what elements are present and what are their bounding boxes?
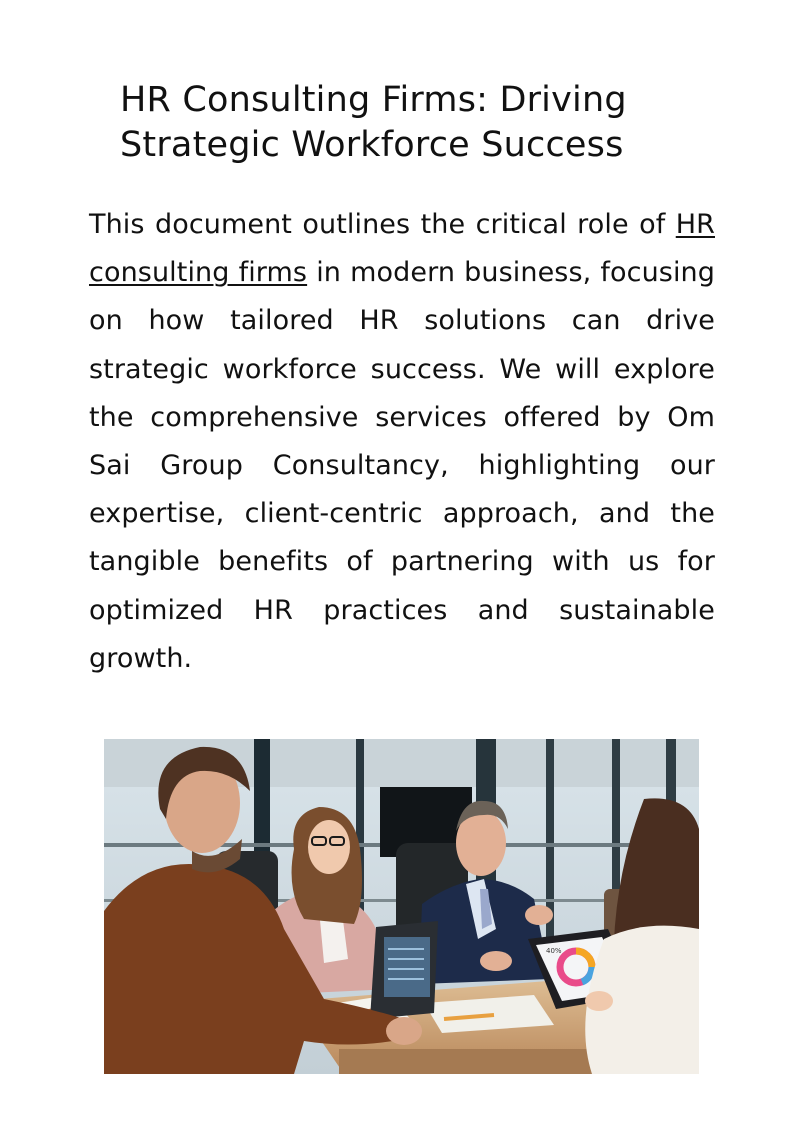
business-meeting-photo [104, 739, 699, 1074]
intro-paragraph [89, 201, 715, 683]
page-title: HR Consulting Firms: Driving Strategic Workforce Success [120, 80, 627, 165]
intro-text-start: This document outlines the critical role of [89, 209, 676, 240]
hr-consulting-firms-link[interactable]: HR consulting firms [89, 209, 715, 289]
intro-text-end: in modern business, focusing on how tailored HR solutions can drive strategic workforce success. We will explore the comprehensive services offered by Om Sai Group Consultancy, highlighting our expertise, client-centric approach, and the tangible benefits of partnering with us for optimized HR practices and sustainable growth. [89, 257, 715, 674]
tablet-label: 40% [546, 947, 562, 955]
woman-head [308, 820, 350, 874]
